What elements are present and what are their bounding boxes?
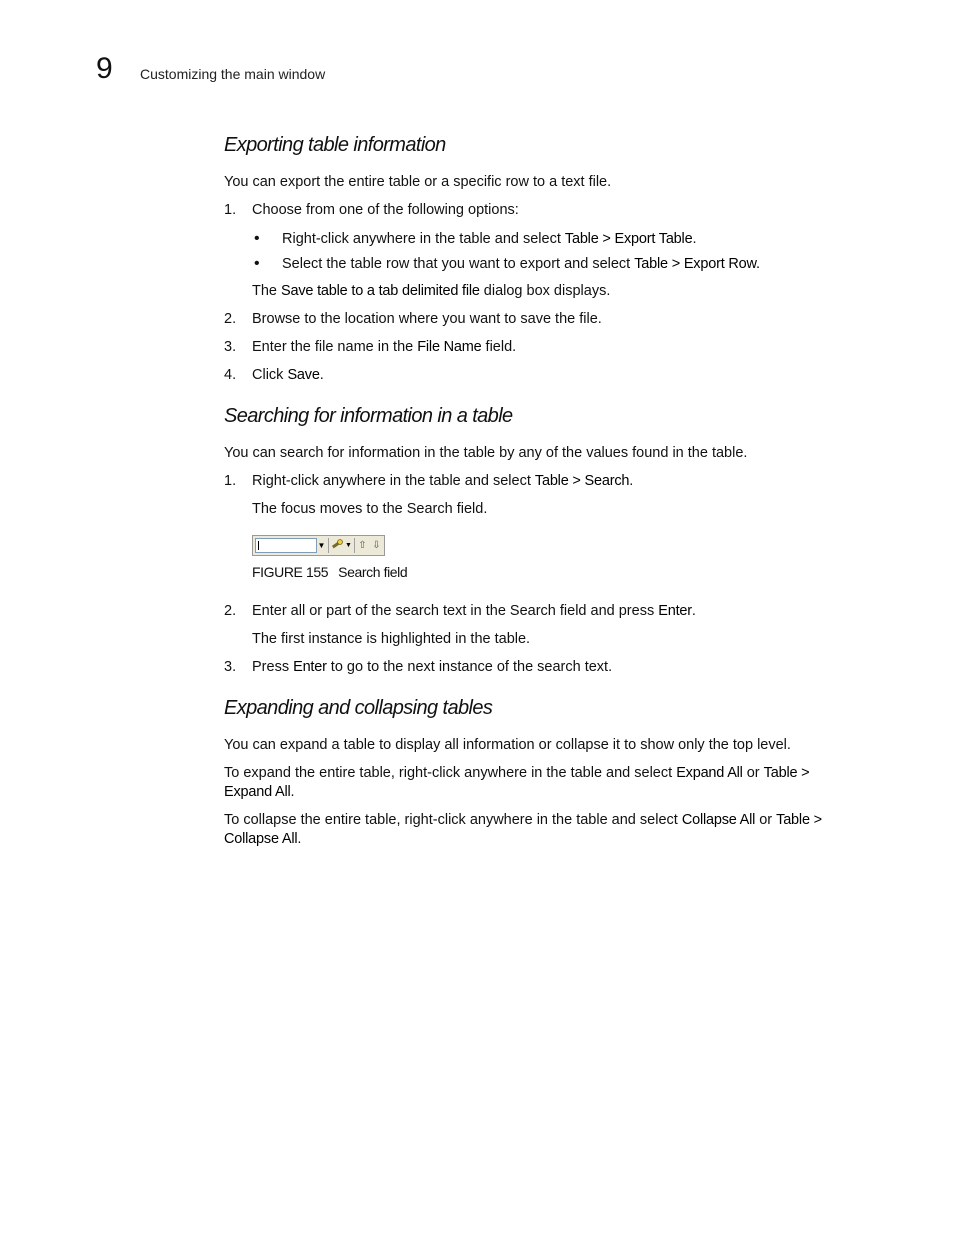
arrow-up-icon[interactable]: ⇧ bbox=[358, 540, 367, 551]
bullet-icon: • bbox=[254, 230, 260, 247]
search-step-1 bbox=[224, 472, 633, 491]
para-text: To collapse the entire table, right-click anywhere in the table and select bbox=[224, 812, 682, 828]
chapter-title: Customizing the main window bbox=[140, 66, 326, 82]
export-step-1 bbox=[224, 201, 519, 220]
search-step-2-note: The first instance is highlighted in the table. bbox=[252, 631, 531, 647]
search-step-3 bbox=[224, 658, 612, 677]
step-number: 2. bbox=[224, 603, 237, 619]
step-number: 3. bbox=[224, 339, 237, 355]
dialog-name: Save table to a tab delimited file bbox=[281, 283, 480, 299]
export-step-3 bbox=[224, 338, 516, 357]
bullet-text-end: . bbox=[692, 231, 697, 247]
step-text: Click bbox=[252, 367, 288, 383]
search-step-1-note: The focus moves to the Search field. bbox=[252, 501, 488, 517]
step-text: Right-click anywhere in the table and select bbox=[252, 473, 535, 489]
chevron-down-icon[interactable]: ▼ bbox=[345, 542, 352, 549]
para-text-end: . bbox=[290, 784, 295, 800]
para-text-mid: or bbox=[742, 765, 764, 781]
collapse-paragraph bbox=[224, 811, 822, 849]
step-number: 2. bbox=[224, 311, 237, 327]
menu-path: Table > bbox=[763, 765, 810, 781]
menu-path-cont: Collapse All bbox=[224, 831, 298, 847]
text-caret bbox=[258, 541, 259, 550]
search-field-toolbar bbox=[252, 535, 385, 556]
bullet-icon: • bbox=[254, 255, 260, 272]
search-intro: You can search for information in the table by any of the values found in the table. bbox=[224, 445, 748, 461]
arrow-down-icon[interactable]: ⇩ bbox=[372, 540, 381, 551]
menu-path: Table > bbox=[776, 812, 822, 828]
button-name: Save bbox=[287, 367, 320, 383]
menu-path: Table > Search bbox=[534, 473, 630, 489]
export-option-bullet-1 bbox=[252, 229, 696, 249]
export-option-bullet-2 bbox=[252, 254, 760, 274]
menu-path-cont: Expand All bbox=[224, 784, 291, 800]
field-name: File Name bbox=[417, 339, 482, 355]
export-heading: Exporting table information bbox=[224, 134, 446, 156]
expand-paragraph bbox=[224, 764, 809, 802]
step-text-end: to go to the next instance of the search text. bbox=[326, 659, 613, 675]
menu-item: Collapse All bbox=[681, 812, 756, 828]
dropdown-arrow-icon[interactable]: ▼ bbox=[317, 541, 326, 550]
note-text-end: dialog box displays. bbox=[479, 283, 611, 299]
key-name: Enter bbox=[658, 603, 692, 619]
flashlight-icon[interactable] bbox=[330, 538, 345, 553]
step-number: 1. bbox=[224, 202, 237, 218]
chapter-number: 9 bbox=[96, 52, 113, 85]
menu-path: Table > Export Table bbox=[564, 231, 693, 247]
step-number: 3. bbox=[224, 659, 237, 675]
step-text-end: . bbox=[691, 603, 696, 619]
figure-caption bbox=[252, 564, 407, 580]
step-text-end: . bbox=[629, 473, 634, 489]
menu-item: Expand All bbox=[676, 765, 743, 781]
key-name: Enter bbox=[293, 659, 327, 675]
export-step-2 bbox=[224, 310, 602, 329]
step-text: Enter all or part of the search text in the Search field and press bbox=[252, 603, 659, 619]
step-number: 1. bbox=[224, 473, 237, 489]
export-step-4 bbox=[224, 366, 324, 385]
search-input[interactable] bbox=[255, 538, 317, 553]
bullet-text: Select the table row that you want to export and select bbox=[282, 256, 635, 272]
para-text-mid: or bbox=[755, 812, 777, 828]
bullet-text: Right-click anywhere in the table and select bbox=[282, 231, 565, 247]
step-text: Browse to the location where you want to save the file. bbox=[252, 311, 602, 327]
step-text: Enter the file name in the bbox=[252, 339, 418, 355]
dialog-note bbox=[252, 282, 610, 301]
figure-title: Search field bbox=[338, 564, 408, 580]
para-text-end: . bbox=[297, 831, 302, 847]
step-text: Choose from one of the following options: bbox=[252, 202, 519, 218]
toolbar-separator bbox=[328, 538, 329, 553]
export-intro: You can export the entire table or a specific row to a text file. bbox=[224, 174, 612, 190]
step-text-end: . bbox=[319, 367, 324, 383]
search-step-2 bbox=[224, 602, 696, 621]
search-heading: Searching for information in a table bbox=[224, 405, 513, 427]
expand-heading: Expanding and collapsing tables bbox=[224, 697, 493, 719]
step-text-end: field. bbox=[481, 339, 517, 355]
para-text: To expand the entire table, right-click anywhere in the table and select bbox=[224, 765, 677, 781]
expand-intro: You can expand a table to display all information or collapse it to show only the top level. bbox=[224, 737, 791, 753]
menu-path: Table > Export Row. bbox=[634, 256, 760, 272]
figure-label: FIGURE 155 bbox=[252, 564, 329, 580]
step-number: 4. bbox=[224, 367, 237, 383]
step-text: Press bbox=[252, 659, 294, 675]
note-text: The bbox=[252, 283, 282, 299]
